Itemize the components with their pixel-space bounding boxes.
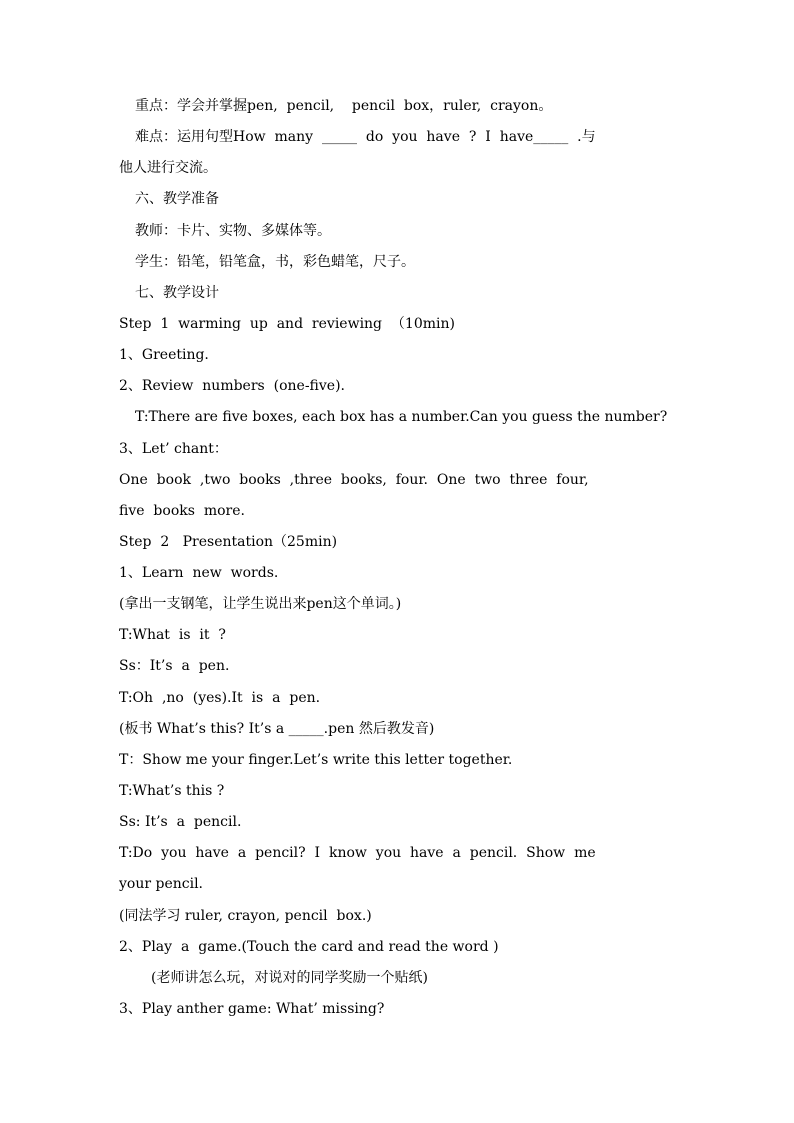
pen-instruction-line: (拿出一支钢笔，让学生说出来pen这个单词。) bbox=[119, 596, 402, 612]
section-heading-six: 六、教学准备 bbox=[135, 191, 219, 207]
students-pencil-line: Ss: It’s a pencil. bbox=[119, 814, 242, 830]
teacher-boxes-line: T:There are five boxes, each box has a number.Can you guess the number? bbox=[135, 409, 668, 425]
learn-words-line: 1、Learn new words. bbox=[119, 565, 279, 581]
play-game-line: 2、Play a game.(Touch the card and read the word ) bbox=[119, 939, 499, 955]
chant-line: 3、Let’ chant： bbox=[119, 441, 228, 457]
students-pen-line: Ss：It’s a pen. bbox=[119, 658, 230, 674]
teacher-whats-this: T:What’s this ? bbox=[119, 783, 225, 799]
review-line: 2、Review numbers (one-five). bbox=[119, 378, 345, 394]
another-game-line: 3、Play anther game: What’ missing? bbox=[119, 1001, 385, 1017]
chant-text-cont: five books more. bbox=[119, 503, 245, 519]
step-one-heading: Step 1 warming up and reviewing （10min) bbox=[119, 316, 455, 332]
teacher-prep-line: 教师：卡片、实物、多媒体等。 bbox=[135, 223, 331, 239]
chant-text-line: One book ,two books ,three books, four. One two three four, bbox=[119, 472, 589, 488]
difficulty-line: 难点：运用句型How many _____ do you have ? I have_____ .与 bbox=[135, 129, 596, 145]
step-two-heading: Step 2 Presentation（25min) bbox=[119, 534, 338, 550]
difficulty-line-cont: 他人进行交流。 bbox=[119, 160, 217, 176]
section-heading-seven: 七、教学设计 bbox=[135, 285, 219, 301]
student-prep-line: 学生：铅笔，铅笔盒，书，彩色蜡笔，尺子。 bbox=[135, 254, 415, 270]
teacher-do-you-cont: your pencil. bbox=[119, 876, 204, 892]
greeting-line: 1、Greeting. bbox=[119, 347, 209, 363]
same-method-line: (同法学习 ruler, crayon, pencil box.) bbox=[119, 908, 372, 924]
blackboard-line: (板书 What’s this? It’s a _____.pen 然后教发音) bbox=[119, 721, 435, 737]
key-points-line: 重点：学会并掌握pen, pencil, pencil box，ruler, crayon。 bbox=[135, 98, 553, 114]
teacher-finger-line: T：Show me your finger.Let’s write this letter together. bbox=[119, 752, 513, 768]
game-note-line: (老师讲怎么玩，对说对的同学奖励一个贴纸) bbox=[151, 970, 428, 986]
teacher-what-line: T:What is it ? bbox=[119, 627, 226, 643]
teacher-do-you-line: T:Do you have a pencil? I know you have a pencil. Show me bbox=[119, 845, 596, 861]
teacher-oh-line: T:Oh ,no (yes).It is a pen. bbox=[119, 690, 321, 706]
